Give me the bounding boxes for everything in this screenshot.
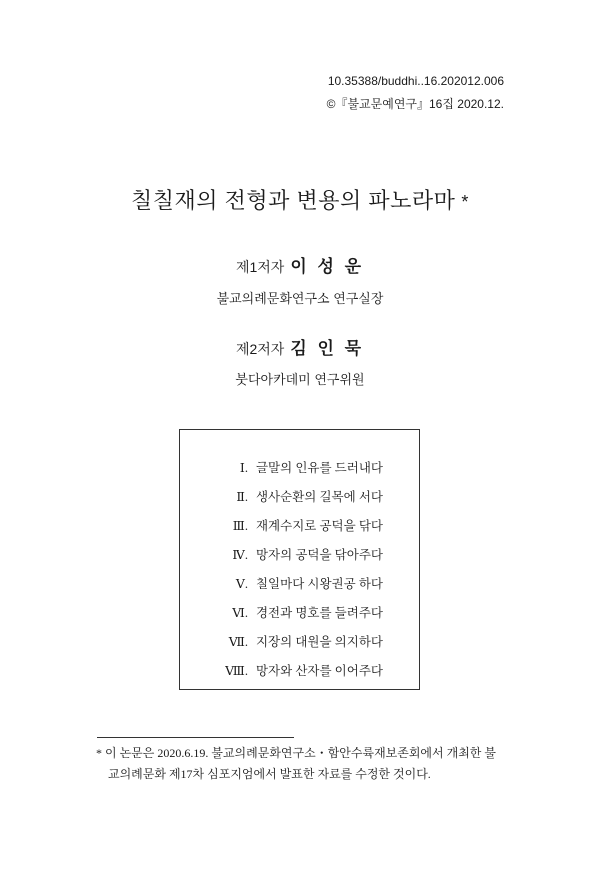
toc-item <box>232 603 383 621</box>
toc-item-text: 생사순환의 길목에 서다 <box>255 490 383 504</box>
footnote-text-1: 이 논문은 2020.6.19. 불교의례문화연구소・함안수륙재보존회에서 개최한 불 <box>105 746 496 760</box>
footnote-divider <box>97 737 294 738</box>
table-of-contents <box>179 429 420 690</box>
toc-item-number: Ⅷ. <box>225 664 248 678</box>
toc-item-text: 글말의 인유를 드러내다 <box>255 461 383 475</box>
toc-item-number: Ⅶ. <box>228 635 248 649</box>
toc-item <box>240 458 383 476</box>
footnote-line-2: 교의례문화 제17차 심포지엄에서 발표한 자료를 수정한 것이다. <box>108 767 431 781</box>
toc-item-number: Ⅳ. <box>232 548 248 562</box>
journal-citation: ©『불교문예연구』16집 2020.12. <box>326 97 504 111</box>
footnote-line-1 <box>96 743 516 764</box>
paper-title-text: 칠칠재의 전형과 변용의 파노라마 <box>131 188 456 213</box>
toc-item <box>225 661 383 679</box>
author-name: 김 인 묵 <box>290 339 365 358</box>
toc-item <box>236 574 383 592</box>
toc-item <box>236 487 383 505</box>
toc-item-text: 지장의 대원을 의지하다 <box>255 635 383 649</box>
title-footnote-mark: * <box>461 192 469 212</box>
author-role: 제2저자 <box>235 341 285 357</box>
footnote <box>96 743 516 785</box>
toc-item-text: 경전과 명호를 들려주다 <box>255 606 383 620</box>
author-1-affiliation: 불교의례문화연구소 연구실장 <box>216 291 384 306</box>
author-role: 제1저자 <box>235 259 285 275</box>
toc-item <box>229 632 383 650</box>
toc-item-number: Ⅴ. <box>235 577 248 591</box>
author-2-affiliation: 붓다아카데미 연구위원 <box>235 372 365 387</box>
toc-item-text: 재계수지로 공덕을 닦다 <box>255 519 383 533</box>
toc-item-number: Ⅵ. <box>232 606 248 620</box>
toc-item <box>233 516 383 534</box>
author-1 <box>0 252 600 277</box>
toc-item-number: Ⅲ. <box>232 519 248 533</box>
footnote-marker: * <box>96 746 102 760</box>
paper-title <box>0 184 600 215</box>
author-2 <box>0 334 600 359</box>
toc-item-text: 망자의 공덕을 닦아주다 <box>255 548 383 562</box>
author-name: 이 성 운 <box>290 257 365 276</box>
toc-item-text: 망자와 산자를 이어주다 <box>255 664 383 678</box>
toc-item-text: 칠일마다 시왕권공 하다 <box>255 577 383 591</box>
doi-line: 10.35388/buddhi..16.202012.006 <box>327 74 504 88</box>
toc-item-number: Ⅰ. <box>239 461 248 475</box>
toc-item-number: Ⅱ. <box>236 490 248 504</box>
toc-item <box>232 545 383 563</box>
